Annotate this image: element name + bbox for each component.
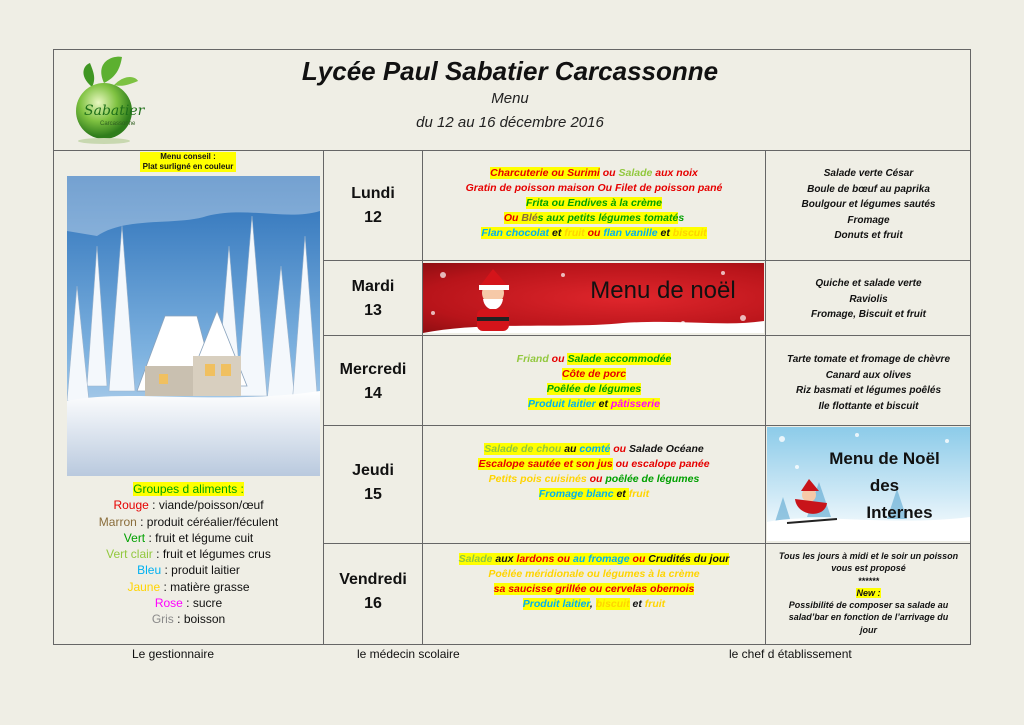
day-name: Vendredi — [339, 571, 407, 588]
day-jeudi — [324, 459, 422, 507]
day-mardi — [324, 275, 422, 323]
alternative-mercredi — [766, 352, 971, 414]
alt-line: salad’bar en fonction de l’arrivage du — [788, 612, 949, 623]
day-number: 12 — [364, 209, 382, 226]
alternative-mardi — [766, 276, 971, 323]
noel-banner-text: Menu de noël — [590, 277, 736, 304]
conseil-line-2: Plat surligné en couleur — [142, 162, 234, 171]
day-number: 13 — [364, 302, 382, 319]
menu-line: Produit laitier et pâtisserie — [528, 398, 660, 410]
day-lundi — [324, 182, 422, 230]
menu-vendredi — [423, 552, 765, 612]
menu-lundi — [423, 166, 765, 241]
banner-line: Internes — [866, 503, 933, 522]
alt-line: Possibilité de composer sa salade au — [788, 600, 949, 611]
legend-item-rouge: Rouge : viande/poisson/œuf — [113, 498, 264, 513]
row-divider — [323, 543, 971, 544]
menu-line: Côte de porc — [561, 368, 627, 380]
day-number: 14 — [364, 385, 382, 402]
banner-line: Menu de Noël — [829, 449, 940, 468]
day-number: 15 — [364, 486, 382, 503]
row-divider — [323, 335, 971, 336]
header-divider — [53, 150, 971, 151]
logo-text: Sabatier — [84, 103, 145, 119]
day-name: Jeudi — [352, 462, 394, 479]
alt-line: Boule de bœuf au paprika — [807, 183, 930, 195]
alt-line: Tarte tomate et fromage de chèvre — [786, 354, 951, 365]
logo-subtext: Carcassonne — [100, 121, 136, 127]
menu-line: Poêlée méridionale ou légumes à la crème — [488, 568, 700, 580]
new-badge: New : — [856, 587, 881, 598]
menu-line: Petits pois cuisinés ou poêlée de légumes — [488, 473, 700, 485]
snow-scene-icon — [67, 176, 320, 476]
day-vendredi — [324, 568, 422, 616]
legend-item-gris: Gris : boisson — [151, 612, 226, 627]
day-name: Mercredi — [339, 361, 407, 378]
menu-conseil-note — [140, 152, 236, 172]
menu-line: Ou Blés aux petits légumes tomatés — [503, 212, 685, 224]
legend-item-rose: Rose : sucre — [154, 596, 223, 611]
footer-medecin: le médecin scolaire — [357, 647, 460, 661]
day-mercredi — [324, 358, 422, 406]
legend-item-jaune: Jaune : matière grasse — [127, 579, 250, 594]
date-range: du 12 au 16 décembre 2016 — [416, 114, 604, 131]
alt-line: Canard aux olives — [825, 369, 912, 381]
banner-line: des — [869, 476, 900, 495]
menu-jeudi — [423, 442, 765, 502]
new-badge-line — [766, 587, 971, 599]
alt-line: jour — [860, 624, 877, 635]
page-subtitle: Menu — [491, 90, 529, 107]
row-divider — [323, 260, 971, 261]
alternative-lundi — [766, 166, 971, 244]
page-title: Lycée Paul Sabatier Carcassonne — [301, 56, 719, 86]
internes-banner-text — [797, 445, 970, 526]
menu-line: sa saucisse grillée ou cervelas obernois — [493, 583, 695, 595]
legend-item-marron: Marron : produit céréalier/féculent — [98, 514, 279, 529]
menu-line: Friand ou Salade accommodée — [516, 353, 672, 365]
legend-item-vert: Vert : fruit et légume cuit — [123, 530, 254, 545]
menu-line: Flan chocolat et fruit ou flan vanille et biscuit — [481, 227, 707, 239]
food-groups-legend — [54, 481, 323, 628]
footer-gestionnaire: Le gestionnaire — [132, 647, 215, 661]
day-name: Lundi — [351, 185, 395, 202]
day-name: Mardi — [351, 278, 395, 295]
menu-line: Salade aux lardons ou au fromage ou Crudités du jour — [458, 553, 730, 565]
menu-line: Produit laitier, biscuit et fruit — [522, 598, 666, 610]
alternative-vendredi — [766, 550, 971, 636]
day-number: 16 — [364, 595, 382, 612]
menu-line: Fromage blanc et fruit — [538, 488, 650, 500]
internes-banner — [767, 427, 970, 541]
school-logo — [64, 55, 154, 145]
alt-line: Raviolis — [849, 293, 888, 305]
alt-line: vous est proposé — [831, 563, 906, 574]
menu-line: Gratin de poisson maison Ou Filet de poisson pané — [465, 182, 723, 194]
menu-mercredi — [423, 352, 765, 412]
menu-line: Escalope sautée et son jus ou escalope panée — [478, 458, 710, 470]
row-divider — [323, 425, 971, 426]
leaf-logo-icon — [64, 55, 154, 145]
alt-line: ****** — [857, 575, 879, 586]
legend-item-bleu: Bleu : produit laitier — [137, 563, 240, 578]
menu-line: Charcuterie ou Surimi ou Salade aux noix — [490, 167, 698, 179]
alt-line: Ile flottante et biscuit — [818, 400, 919, 412]
footer-chef: le chef d établissement — [729, 647, 852, 661]
alt-line: Fromage — [847, 214, 890, 226]
alt-line: Boulgour et légumes sautés — [801, 199, 936, 210]
menu-line: Salade de chou au comté ou Salade Océane — [484, 443, 704, 455]
conseil-line-1: Menu conseil : — [160, 152, 216, 161]
alt-line: Quiche et salade verte — [815, 278, 922, 289]
alt-line: Fromage, Biscuit et fruit — [810, 309, 926, 320]
legend-item-vert-clair: Vert clair : fruit et légumes crus — [106, 547, 271, 562]
menu-line: Frita ou Endives à la crème — [526, 197, 662, 209]
alt-line: Riz basmati et légumes poêlés — [795, 385, 942, 396]
noel-banner — [423, 263, 764, 333]
alt-line: Donuts et fruit — [834, 230, 903, 241]
alt-line: Salade verte César — [823, 168, 914, 179]
legend-title: Groupes d aliments : — [133, 482, 244, 496]
menu-line: Poêlée de légumes — [546, 383, 642, 395]
alt-line: Tous les jours à midi et le soir un poisson — [778, 551, 959, 561]
winter-cabin-image — [67, 176, 320, 476]
